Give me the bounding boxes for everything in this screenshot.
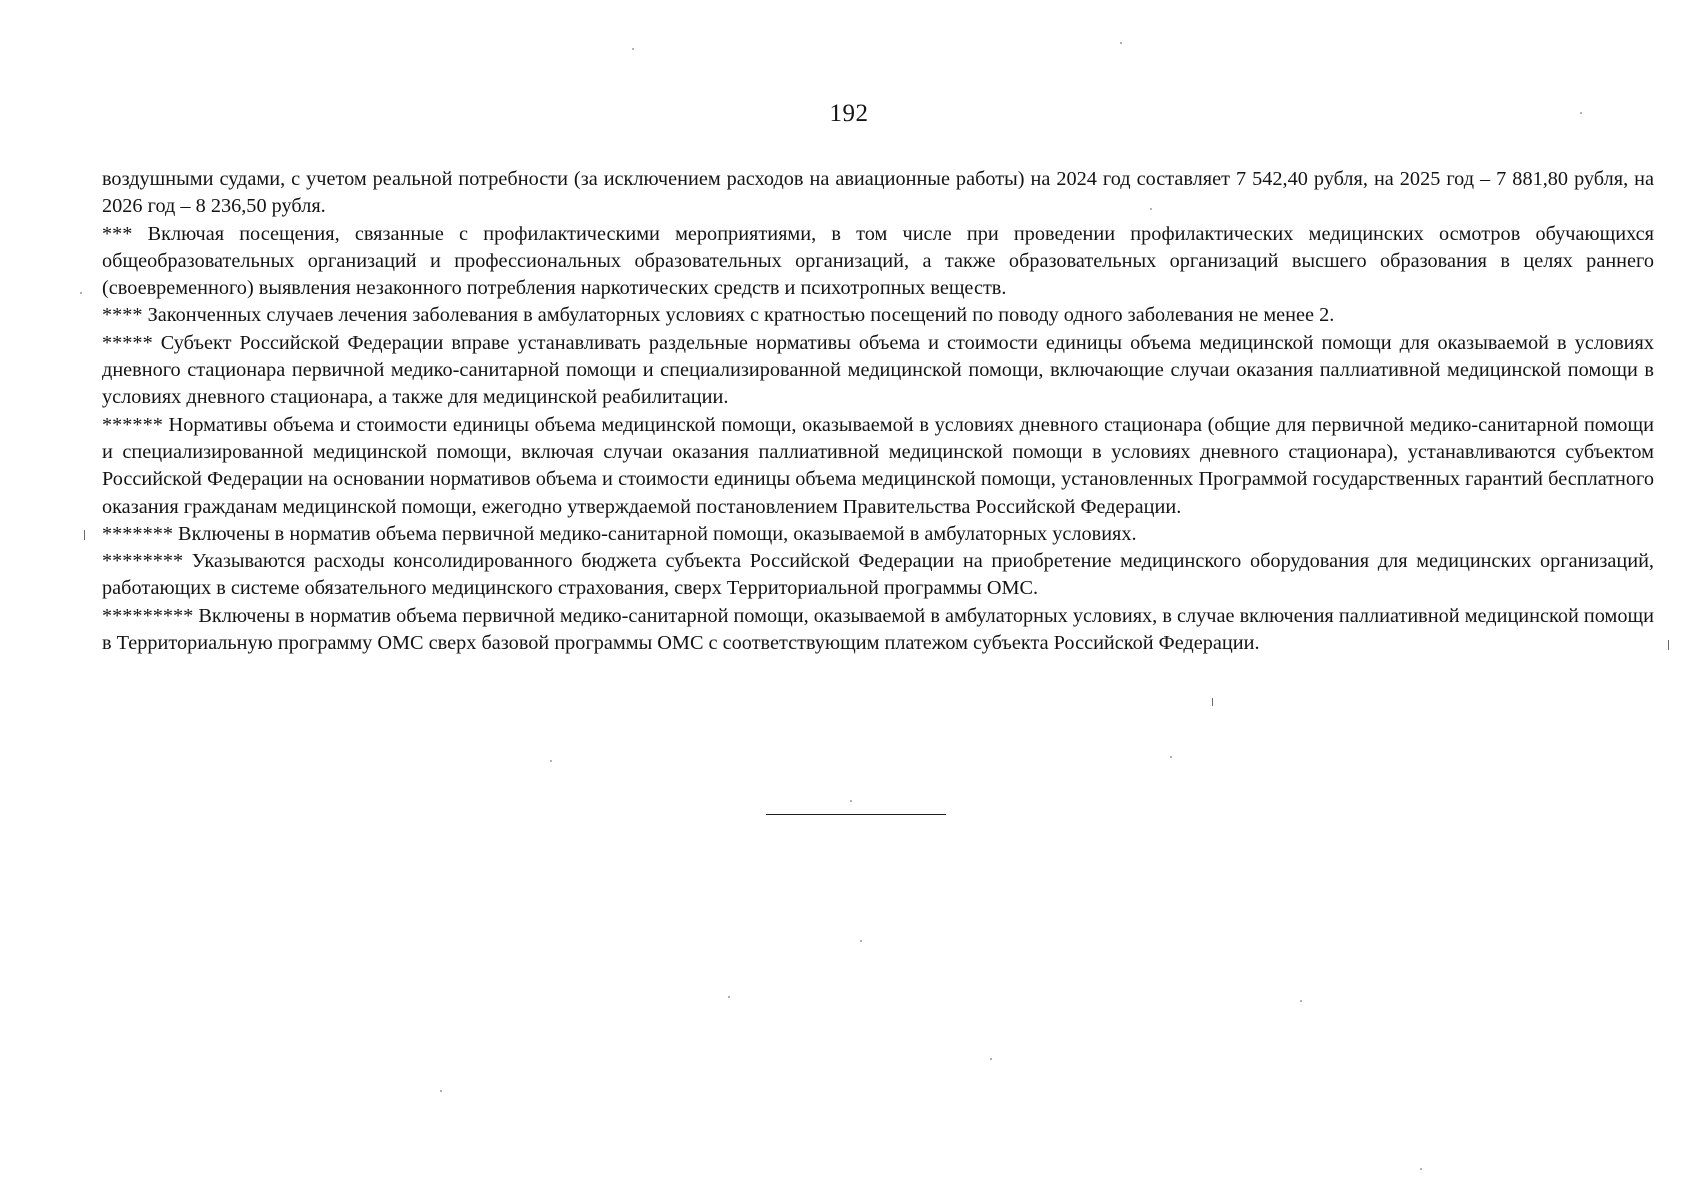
footnote-7-asterisks: ******* Включены в норматив объема первичной медико-санитарной помощи, оказываемой в амбулаторных условиях.	[102, 522, 1137, 545]
scan-mark	[1668, 640, 1669, 650]
footnote-4-asterisks: **** Законченных случаев лечения заболевания в амбулаторных условиях с кратностью посещений по поводу одного заболевания не менее 2.	[102, 304, 1335, 327]
page-number: 192	[829, 100, 869, 127]
scan-speck	[632, 48, 634, 50]
scan-speck	[990, 1058, 992, 1060]
footnote-6-asterisks: ****** Нормативы объема и стоимости единицы объема медицинской помощи, оказываемой в условиях дневного стационара (общие для первичной медико-санитарной помощи и специализированной медицинской помощи, включая случаи оказания паллиативной медицинской помощи в условиях дневного стационара), устанавливаются субъектом Российской Федерации на основании нормативов объема и стоимости единицы объема медицинской помощи, установленных Программой государственных гарантий бесплатного оказания гражданам медицинской помощи, ежегодно утверждаемой постановлением Правительства Российской Федерации.	[102, 413, 1654, 518]
scan-speck	[860, 940, 862, 942]
end-separator-line	[766, 814, 946, 815]
scan-speck	[1150, 208, 1152, 210]
scan-speck	[1170, 756, 1172, 758]
scan-speck	[1420, 1168, 1422, 1170]
scan-speck	[440, 1090, 442, 1092]
scan-speck	[850, 800, 852, 802]
footnotes-block	[102, 166, 1654, 657]
scan-speck	[1300, 1000, 1302, 1002]
scan-speck	[550, 760, 552, 762]
footnote-continuation: воздушными судами, с учетом реальной потребности (за исключением расходов на авиационные работы) на 2024 год составляет 7 542,40 рубля, на 2025 год – 7 881,80 рубля, на 2026 год – 8 236,50 рубля.	[102, 168, 1654, 218]
scan-speck	[1120, 42, 1122, 44]
scan-mark	[1212, 698, 1213, 706]
footnote-3-asterisks: *** Включая посещения, связанные с профилактическими мероприятиями, в том числе при проведении профилактических медицинских осмотров обучающихся общеобразовательных организаций и профессиональных образовательных организаций, а также образовательных организаций высшего образования в целях раннего (своевременного) выявления незаконного потребления наркотических средств и психотропных веществ.	[102, 222, 1654, 300]
scan-speck	[80, 292, 82, 294]
footnote-9-asterisks: ********* Включены в норматив объема первичной медико-санитарной помощи, оказываемой в амбулаторных условиях, в случае включения паллиативной медицинской помощи в Территориальную программу ОМС сверх базовой программы ОМС с соответствующим платежом субъекта Российской Федерации.	[102, 604, 1654, 655]
scan-mark	[84, 530, 85, 540]
scan-speck	[1580, 112, 1582, 114]
scan-speck	[728, 996, 730, 998]
footnote-8-asterisks: ******** Указываются расходы консолидированного бюджета субъекта Российской Федерации на приобретение медицинского оборудования для медицинских организаций, работающих в системе обязательного медицинского страхования, сверх Территориальной программы ОМС.	[102, 550, 1654, 600]
footnote-5-asterisks: ***** Субъект Российской Федерации вправе устанавливать раздельные нормативы объема и стоимости единицы объема медицинской помощи для оказываемой в условиях дневного стационара первичной медико-санитарной помощи и специализированной медицинской помощи, включающие случаи оказания паллиативной медицинской помощи в условиях дневного стационара, а также для медицинской реабилитации.	[102, 331, 1654, 409]
